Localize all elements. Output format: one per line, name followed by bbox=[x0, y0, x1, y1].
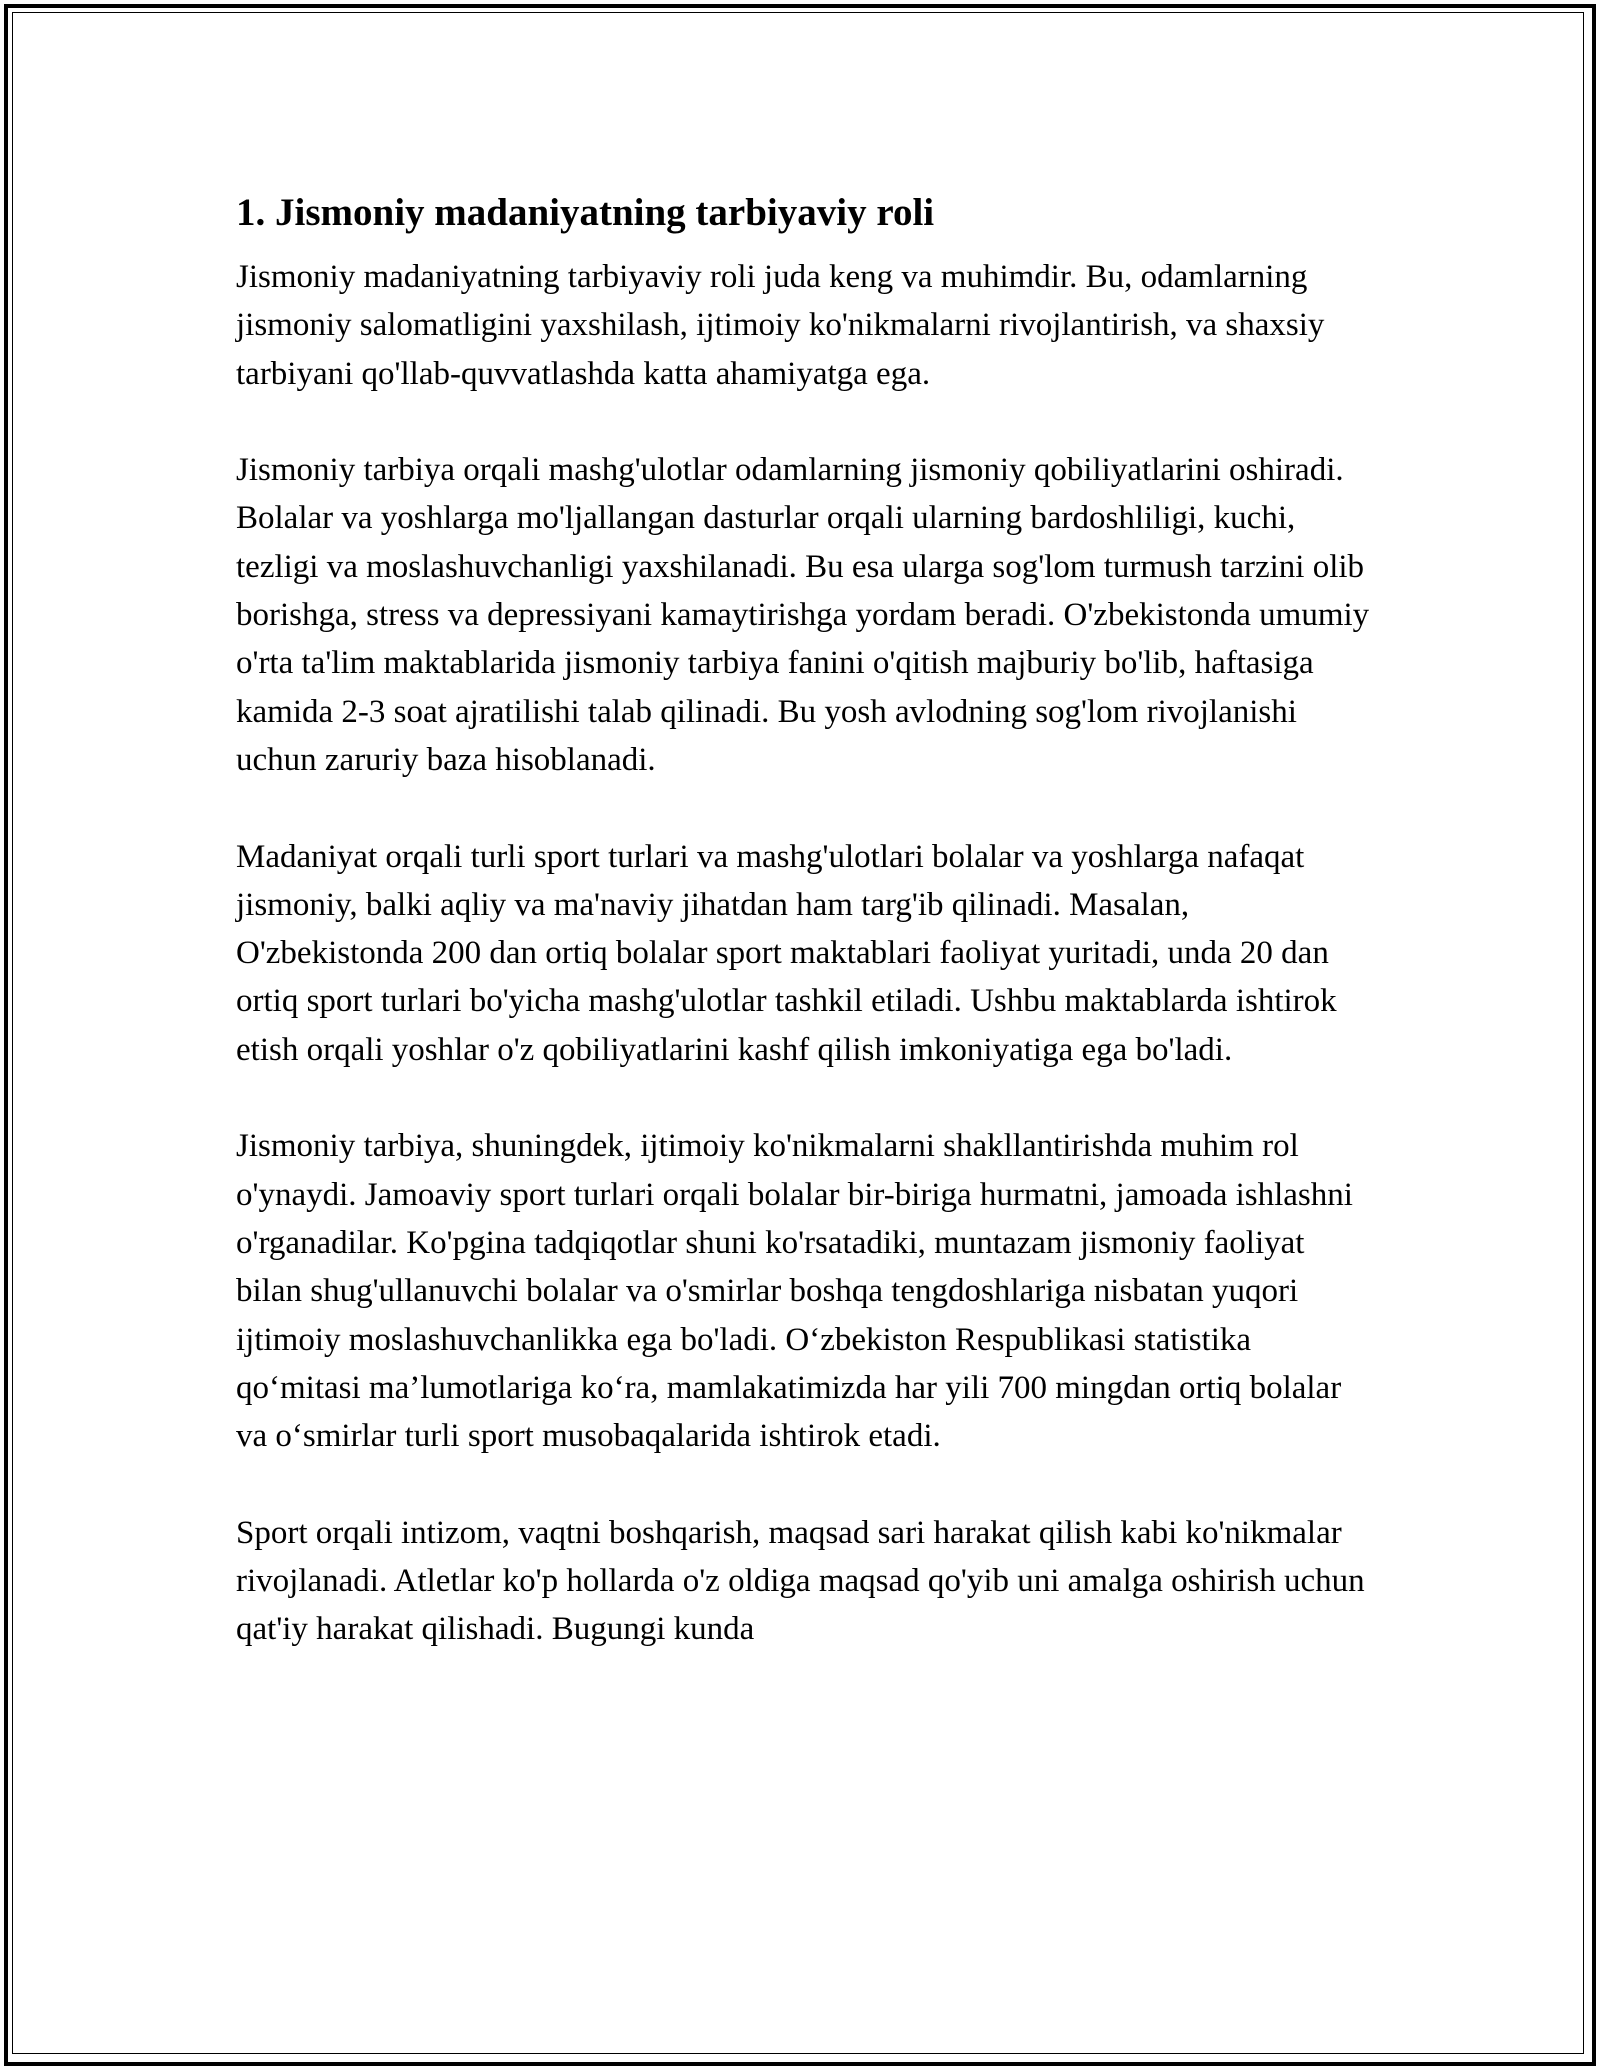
paragraph-4: Jismoniy tarbiya, shuningdek, ijtimoiy ko'nikmalarni shakllantirishda muhim rol o'ynaydi. Jamoaviy sport turlari orqali bolalar bir-biriga hurmatni, jamoada ishlashni o'rganadilar. Ko'pgina tadqiqotlar shuni ko'rsatadiki, muntazam jismoniy faoliyat bilan shug'ullanuvchi bolalar va o'smirlar boshqa tengdoshlariga nisbatan yuqori ijtimoiy moslashuvchanlikka ega bo'ladi. O‘zbekiston Respublikasi statistika qo‘mitasi ma’lumotlariga ko‘ra, mamlakatimizda har yili 700 mingdan ortiq bolalar va o‘smirlar turli sport musobaqalarida ishtirok etadi. bbox=[236, 1128, 1353, 1455]
document-body bbox=[236, 185, 1372, 1654]
paragraph-1: Jismoniy madaniyatning tarbiyaviy roli juda keng va muhimdir. Bu, odamlarning jismoniy salomatligini yaxshilash, ijtimoiy ko'nikmalarni rivojlantirish, va shaxsiy tarbiyani qo'llab-quvvatlashda katta ahamiyatga ega. bbox=[236, 259, 1325, 392]
paragraph-3: Madaniyat orqali turli sport turlari va mashg'ulotlari bolalar va yoshlarga nafaqat jismoniy, balki aqliy va ma'naviy jihatdan ham targ'ib qilinadi. Masalan, O'zbekistonda 200 dan ortiq bolalar sport maktablari faoliyat yuritadi, unda 20 dan ortiq sport turlari bo'yicha mashg'ulotlar tashkil etiladi. Ushbu maktablarda ishtirok etish orqali yoshlar o'z qobiliyatlarini kashf qilish imkoniyatiga ega bo'ladi. bbox=[236, 838, 1337, 1068]
section-heading: 1. Jismoniy madaniyatning tarbiyaviy roli bbox=[236, 191, 935, 234]
paragraph-5: Sport orqali intizom, vaqtni boshqarish, maqsad sari harakat qilish kabi ko'nikmalar rivojlanadi. Atletlar ko'p hollarda o'z oldiga maqsad qo'yib uni amalga oshirish uchun qat'iy harakat qilishadi. Bugungi kunda bbox=[236, 1514, 1365, 1648]
paragraph-2: Jismoniy tarbiya orqali mashg'ulotlar odamlarning jismoniy qobiliyatlarini oshiradi. Bolalar va yoshlarga mo'ljallangan dasturlar orqali ularning bardoshliligi, kuchi, tezligi va moslashuvchanligi yaxshilanadi. Bu esa ularga sog'lom turmush tarzini olib borishga, stress va depressiyani kamaytirishga yordam beradi. O'zbekistonda umumiy o'rta ta'lim maktablarida jismoniy tarbiya fanini o'qitish majburiy bo'lib, haftasiga kamida 2-3 soat ajratilishi talab qilinadi. Bu yosh avlodning sog'lom rivojlanishi uchun zaruriy baza hisoblanadi. bbox=[236, 452, 1370, 778]
